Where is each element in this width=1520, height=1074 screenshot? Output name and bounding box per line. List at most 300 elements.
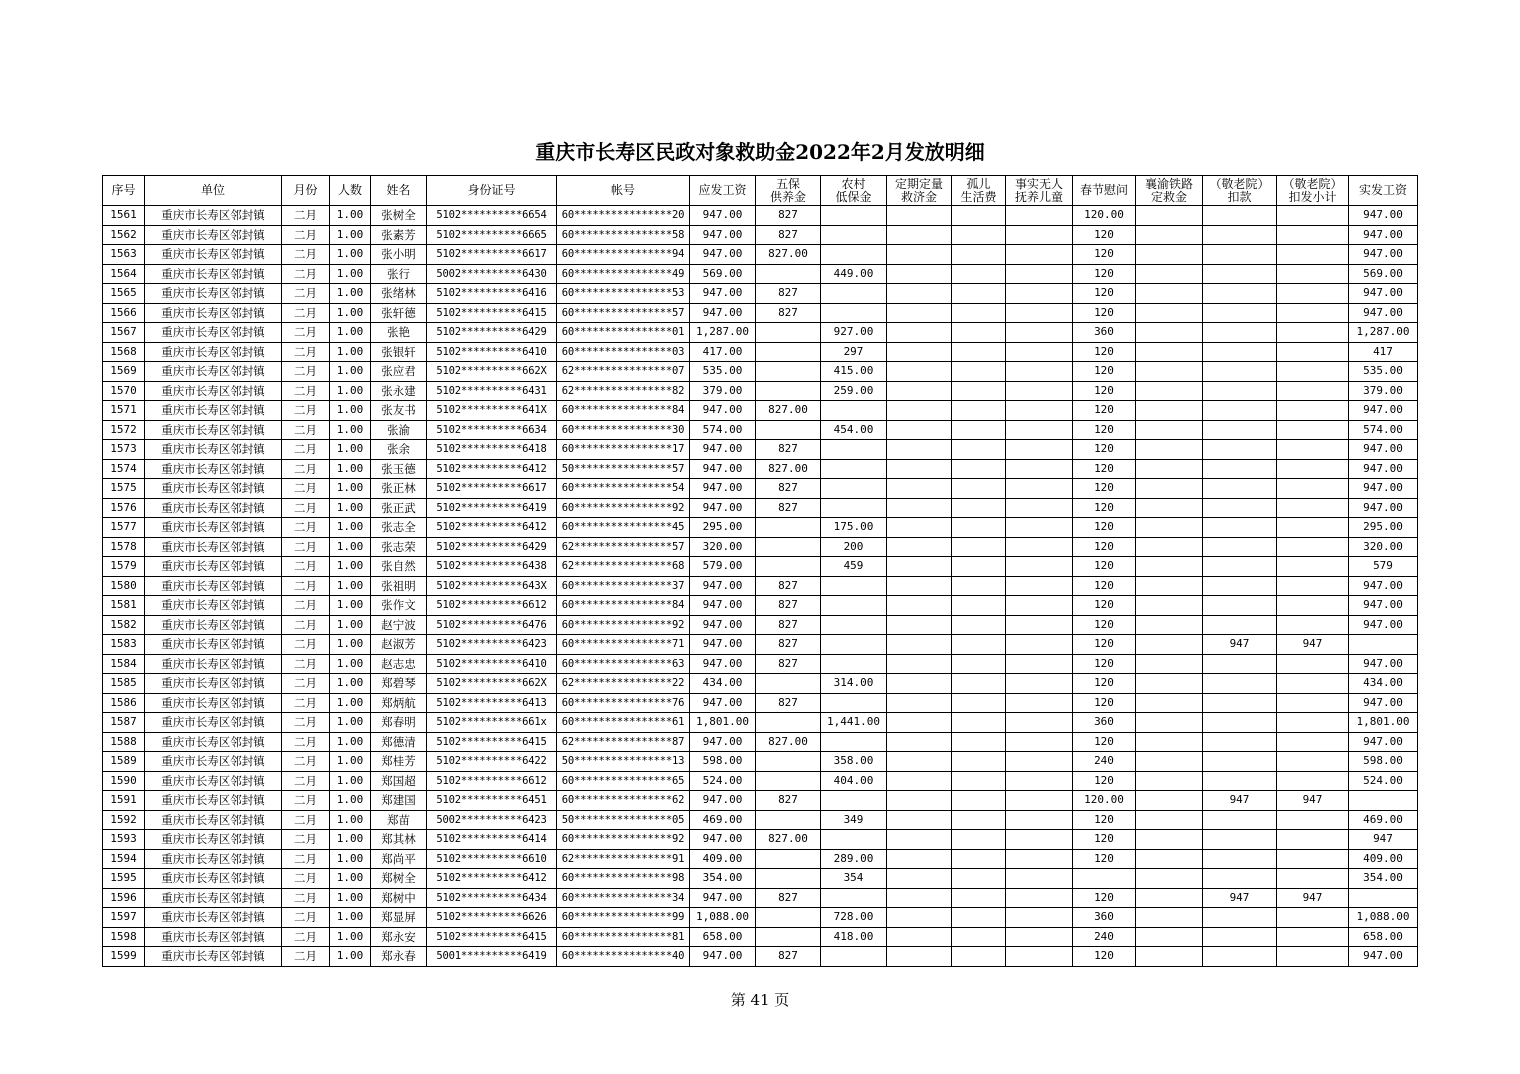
cell-month: 二月: [282, 479, 330, 499]
cell-account: 62****************68: [557, 557, 690, 577]
cell-count: 1.00: [330, 303, 371, 323]
cell-net-pay: 947.00: [1349, 206, 1418, 226]
cell-net-pay: 947.00: [1349, 303, 1418, 323]
cell-account: 60****************76: [557, 693, 690, 713]
cell-xiangyu-railway: [1136, 537, 1203, 557]
cell-spring-festival: 120: [1073, 303, 1136, 323]
cell-month: 二月: [282, 362, 330, 382]
cell-rural-subsistence: 314.00: [821, 674, 887, 694]
cell-net-pay: 469.00: [1349, 810, 1418, 830]
cell-name: 张永建: [371, 381, 427, 401]
cell-orphan-allowance: [952, 518, 1006, 538]
cell-name: 张志全: [371, 518, 427, 538]
cell-account: 60****************65: [557, 771, 690, 791]
cell-seq: 1592: [103, 810, 145, 830]
cell-id-number: 5102**********6414: [427, 830, 557, 850]
cell-nursing-home-deduction: [1203, 732, 1277, 752]
cell-count: 1.00: [330, 557, 371, 577]
cell-count: 1.00: [330, 479, 371, 499]
cell-seq: 1573: [103, 440, 145, 460]
cell-name: 郑国超: [371, 771, 427, 791]
cell-count: 1.00: [330, 771, 371, 791]
cell-five-guarantee: 827.00: [756, 245, 821, 265]
cell-seq: 1594: [103, 849, 145, 869]
cell-gross-pay: 947.00: [690, 732, 756, 752]
cell-orphan-allowance: [952, 537, 1006, 557]
cell-spring-festival: 120: [1073, 284, 1136, 304]
cell-name: 张应君: [371, 362, 427, 382]
cell-rural-subsistence: 415.00: [821, 362, 887, 382]
cell-nursing-home-subtotal: [1277, 342, 1349, 362]
cell-nursing-home-subtotal: [1277, 420, 1349, 440]
cell-xiangyu-railway: [1136, 323, 1203, 343]
cell-orphan-allowance: [952, 459, 1006, 479]
cell-month: 二月: [282, 693, 330, 713]
table-row: [103, 771, 1418, 791]
cell-five-guarantee: 827: [756, 947, 821, 967]
table-row: [103, 947, 1418, 967]
cell-fixed-relief: [887, 557, 952, 577]
cell-nursing-home-subtotal: [1277, 693, 1349, 713]
cell-id-number: 5102**********6413: [427, 693, 557, 713]
cell-five-guarantee: [756, 342, 821, 362]
cell-name: 郑尚平: [371, 849, 427, 869]
cell-de-facto-orphan: [1006, 674, 1073, 694]
cell-xiangyu-railway: [1136, 245, 1203, 265]
cell-net-pay: 658.00: [1349, 927, 1418, 947]
cell-net-pay: 579: [1349, 557, 1418, 577]
cell-count: 1.00: [330, 830, 371, 850]
cell-account: 60****************92: [557, 498, 690, 518]
cell-xiangyu-railway: [1136, 849, 1203, 869]
cell-spring-festival: 120: [1073, 440, 1136, 460]
cell-xiangyu-railway: [1136, 713, 1203, 733]
cell-de-facto-orphan: [1006, 752, 1073, 772]
cell-xiangyu-railway: [1136, 908, 1203, 928]
table-row: [103, 654, 1418, 674]
cell-id-number: 5102**********662X: [427, 362, 557, 382]
cell-net-pay: 947.00: [1349, 401, 1418, 421]
cell-id-number: 5102**********6410: [427, 342, 557, 362]
cell-account: 60****************71: [557, 635, 690, 655]
table-row: [103, 752, 1418, 772]
cell-five-guarantee: [756, 264, 821, 284]
cell-de-facto-orphan: [1006, 635, 1073, 655]
cell-de-facto-orphan: [1006, 401, 1073, 421]
cell-unit: 重庆市长寿区邻封镇: [145, 869, 282, 889]
cell-net-pay: 1,287.00: [1349, 323, 1418, 343]
cell-month: 二月: [282, 225, 330, 245]
cell-nursing-home-deduction: [1203, 362, 1277, 382]
cell-count: 1.00: [330, 791, 371, 811]
cell-account: 50****************57: [557, 459, 690, 479]
relief-payment-table: [102, 175, 1418, 967]
cell-count: 1.00: [330, 635, 371, 655]
table-row: [103, 459, 1418, 479]
cell-account: 62****************07: [557, 362, 690, 382]
cell-month: 二月: [282, 927, 330, 947]
table-row: [103, 245, 1418, 265]
cell-name: 张余: [371, 440, 427, 460]
cell-nursing-home-deduction: [1203, 498, 1277, 518]
cell-gross-pay: 947.00: [690, 693, 756, 713]
cell-count: 1.00: [330, 927, 371, 947]
cell-xiangyu-railway: [1136, 791, 1203, 811]
cell-id-number: 5102**********6418: [427, 440, 557, 460]
cell-gross-pay: 379.00: [690, 381, 756, 401]
cell-de-facto-orphan: [1006, 732, 1073, 752]
cell-xiangyu-railway: [1136, 342, 1203, 362]
cell-account: 60****************63: [557, 654, 690, 674]
cell-nursing-home-subtotal: [1277, 596, 1349, 616]
cell-xiangyu-railway: [1136, 810, 1203, 830]
cell-seq: 1596: [103, 888, 145, 908]
cell-fixed-relief: [887, 498, 952, 518]
table-row: [103, 693, 1418, 713]
cell-name: 郑建国: [371, 791, 427, 811]
cell-xiangyu-railway: [1136, 674, 1203, 694]
cell-id-number: 5102**********6422: [427, 752, 557, 772]
cell-nursing-home-subtotal: [1277, 908, 1349, 928]
cell-name: 张素芳: [371, 225, 427, 245]
cell-fixed-relief: [887, 518, 952, 538]
cell-xiangyu-railway: [1136, 576, 1203, 596]
cell-xiangyu-railway: [1136, 752, 1203, 772]
cell-nursing-home-subtotal: 947: [1277, 635, 1349, 655]
cell-nursing-home-subtotal: [1277, 674, 1349, 694]
cell-orphan-allowance: [952, 498, 1006, 518]
cell-month: 二月: [282, 674, 330, 694]
cell-spring-festival: 360: [1073, 323, 1136, 343]
cell-rural-subsistence: 404.00: [821, 771, 887, 791]
header-five-guarantee: 五保 供养金: [756, 176, 821, 206]
cell-gross-pay: 947.00: [690, 225, 756, 245]
cell-net-pay: 434.00: [1349, 674, 1418, 694]
cell-nursing-home-deduction: [1203, 245, 1277, 265]
cell-name: 赵宁波: [371, 615, 427, 635]
table-row: [103, 713, 1418, 733]
cell-unit: 重庆市长寿区邻封镇: [145, 518, 282, 538]
document-title: 重庆市长寿区民政对象救助金2022年2月发放明细: [535, 140, 985, 164]
cell-net-pay: 379.00: [1349, 381, 1418, 401]
cell-id-number: 5102**********6610: [427, 849, 557, 869]
cell-month: 二月: [282, 830, 330, 850]
cell-xiangyu-railway: [1136, 225, 1203, 245]
cell-net-pay: 947.00: [1349, 732, 1418, 752]
cell-account: 60****************49: [557, 264, 690, 284]
cell-xiangyu-railway: [1136, 303, 1203, 323]
cell-spring-festival: 120: [1073, 557, 1136, 577]
cell-nursing-home-subtotal: [1277, 362, 1349, 382]
cell-account: 60****************61: [557, 713, 690, 733]
cell-month: 二月: [282, 752, 330, 772]
cell-account: 60****************45: [557, 518, 690, 538]
cell-nursing-home-deduction: [1203, 849, 1277, 869]
cell-gross-pay: 947.00: [690, 635, 756, 655]
cell-id-number: 5102**********6476: [427, 615, 557, 635]
cell-name: 郑苗: [371, 810, 427, 830]
cell-count: 1.00: [330, 420, 371, 440]
table-row: [103, 479, 1418, 499]
cell-five-guarantee: [756, 752, 821, 772]
cell-gross-pay: 295.00: [690, 518, 756, 538]
cell-count: 1.00: [330, 596, 371, 616]
cell-orphan-allowance: [952, 908, 1006, 928]
cell-month: 二月: [282, 401, 330, 421]
cell-name: 郑春明: [371, 713, 427, 733]
cell-count: 1.00: [330, 713, 371, 733]
cell-id-number: 5102**********6415: [427, 303, 557, 323]
cell-unit: 重庆市长寿区邻封镇: [145, 849, 282, 869]
cell-five-guarantee: [756, 362, 821, 382]
cell-name: 张正林: [371, 479, 427, 499]
cell-count: 1.00: [330, 518, 371, 538]
table-row: [103, 342, 1418, 362]
cell-nursing-home-deduction: [1203, 264, 1277, 284]
cell-fixed-relief: [887, 713, 952, 733]
cell-month: 二月: [282, 537, 330, 557]
cell-xiangyu-railway: [1136, 927, 1203, 947]
cell-account: 62****************82: [557, 381, 690, 401]
cell-id-number: 5002**********6430: [427, 264, 557, 284]
cell-fixed-relief: [887, 752, 952, 772]
cell-gross-pay: 574.00: [690, 420, 756, 440]
cell-spring-festival: 120: [1073, 264, 1136, 284]
cell-five-guarantee: 827: [756, 206, 821, 226]
cell-month: 二月: [282, 869, 330, 889]
cell-month: 二月: [282, 576, 330, 596]
cell-nursing-home-subtotal: [1277, 537, 1349, 557]
cell-xiangyu-railway: [1136, 206, 1203, 226]
cell-orphan-allowance: [952, 693, 1006, 713]
cell-orphan-allowance: [952, 752, 1006, 772]
cell-seq: 1565: [103, 284, 145, 304]
table-row: [103, 557, 1418, 577]
cell-unit: 重庆市长寿区邻封镇: [145, 284, 282, 304]
cell-unit: 重庆市长寿区邻封镇: [145, 752, 282, 772]
cell-orphan-allowance: [952, 635, 1006, 655]
cell-count: 1.00: [330, 245, 371, 265]
cell-seq: 1575: [103, 479, 145, 499]
header-id-number: 身份证号: [427, 176, 557, 206]
cell-unit: 重庆市长寿区邻封镇: [145, 810, 282, 830]
cell-unit: 重庆市长寿区邻封镇: [145, 615, 282, 635]
cell-fixed-relief: [887, 693, 952, 713]
cell-seq: 1581: [103, 596, 145, 616]
cell-nursing-home-deduction: [1203, 420, 1277, 440]
cell-xiangyu-railway: [1136, 596, 1203, 616]
cell-nursing-home-subtotal: [1277, 849, 1349, 869]
cell-five-guarantee: [756, 849, 821, 869]
cell-unit: 重庆市长寿区邻封镇: [145, 420, 282, 440]
cell-orphan-allowance: [952, 264, 1006, 284]
header-month: 月份: [282, 176, 330, 206]
header-xiangyu-railway: 襄渝铁路 定救金: [1136, 176, 1203, 206]
cell-month: 二月: [282, 440, 330, 460]
cell-seq: 1563: [103, 245, 145, 265]
header-de-facto-orphan: 事实无人 抚养儿童: [1006, 176, 1073, 206]
cell-fixed-relief: [887, 810, 952, 830]
cell-spring-festival: 120: [1073, 576, 1136, 596]
cell-rural-subsistence: 927.00: [821, 323, 887, 343]
cell-unit: 重庆市长寿区邻封镇: [145, 908, 282, 928]
cell-xiangyu-railway: [1136, 947, 1203, 967]
cell-id-number: 5102**********662X: [427, 674, 557, 694]
table-row: [103, 791, 1418, 811]
cell-month: 二月: [282, 459, 330, 479]
header-name: 姓名: [371, 176, 427, 206]
cell-account: 60****************81: [557, 927, 690, 947]
cell-nursing-home-deduction: 947: [1203, 791, 1277, 811]
table-row: [103, 927, 1418, 947]
cell-five-guarantee: [756, 869, 821, 889]
cell-fixed-relief: [887, 791, 952, 811]
cell-five-guarantee: 827: [756, 888, 821, 908]
cell-nursing-home-subtotal: [1277, 284, 1349, 304]
cell-five-guarantee: [756, 323, 821, 343]
cell-rural-subsistence: [821, 284, 887, 304]
cell-seq: 1568: [103, 342, 145, 362]
cell-orphan-allowance: [952, 596, 1006, 616]
cell-nursing-home-subtotal: [1277, 498, 1349, 518]
cell-gross-pay: 947.00: [690, 615, 756, 635]
cell-rural-subsistence: 1,441.00: [821, 713, 887, 733]
cell-month: 二月: [282, 303, 330, 323]
cell-five-guarantee: [756, 810, 821, 830]
cell-count: 1.00: [330, 908, 371, 928]
table-row: [103, 537, 1418, 557]
cell-nursing-home-subtotal: [1277, 947, 1349, 967]
cell-rural-subsistence: [821, 732, 887, 752]
cell-seq: 1569: [103, 362, 145, 382]
header-rural-subsistence: 农村 低保金: [821, 176, 887, 206]
cell-unit: 重庆市长寿区邻封镇: [145, 459, 282, 479]
cell-net-pay: 354.00: [1349, 869, 1418, 889]
cell-seq: 1562: [103, 225, 145, 245]
cell-five-guarantee: [756, 381, 821, 401]
cell-name: 郑碧琴: [371, 674, 427, 694]
cell-orphan-allowance: [952, 810, 1006, 830]
cell-account: 60****************92: [557, 830, 690, 850]
cell-five-guarantee: [756, 908, 821, 928]
cell-seq: 1567: [103, 323, 145, 343]
cell-rural-subsistence: [821, 693, 887, 713]
cell-fixed-relief: [887, 303, 952, 323]
cell-five-guarantee: 827: [756, 693, 821, 713]
cell-orphan-allowance: [952, 849, 1006, 869]
cell-five-guarantee: [756, 537, 821, 557]
header-nursing-home-deduction: （敬老院） 扣款: [1203, 176, 1277, 206]
header-fixed-relief: 定期定量 救济金: [887, 176, 952, 206]
cell-id-number: 5102**********6415: [427, 927, 557, 947]
cell-account: 60****************40: [557, 947, 690, 967]
cell-nursing-home-deduction: [1203, 303, 1277, 323]
cell-seq: 1580: [103, 576, 145, 596]
cell-gross-pay: 947.00: [690, 479, 756, 499]
cell-de-facto-orphan: [1006, 537, 1073, 557]
table-row: [103, 888, 1418, 908]
header-seq: 序号: [103, 176, 145, 206]
cell-de-facto-orphan: [1006, 869, 1073, 889]
cell-net-pay: 947.00: [1349, 596, 1418, 616]
cell-five-guarantee: 827: [756, 654, 821, 674]
cell-orphan-allowance: [952, 713, 1006, 733]
cell-account: 60****************92: [557, 615, 690, 635]
cell-de-facto-orphan: [1006, 206, 1073, 226]
cell-fixed-relief: [887, 674, 952, 694]
cell-account: 60****************03: [557, 342, 690, 362]
cell-five-guarantee: 827: [756, 225, 821, 245]
cell-nursing-home-deduction: [1203, 927, 1277, 947]
cell-orphan-allowance: [952, 732, 1006, 752]
cell-xiangyu-railway: [1136, 869, 1203, 889]
cell-five-guarantee: 827.00: [756, 401, 821, 421]
cell-de-facto-orphan: [1006, 225, 1073, 245]
cell-xiangyu-railway: [1136, 635, 1203, 655]
cell-rural-subsistence: 200: [821, 537, 887, 557]
cell-de-facto-orphan: [1006, 849, 1073, 869]
cell-orphan-allowance: [952, 771, 1006, 791]
cell-id-number: 5102**********6431: [427, 381, 557, 401]
cell-five-guarantee: 827: [756, 576, 821, 596]
header-count: 人数: [330, 176, 371, 206]
cell-unit: 重庆市长寿区邻封镇: [145, 323, 282, 343]
cell-month: 二月: [282, 596, 330, 616]
cell-id-number: 5102**********6617: [427, 245, 557, 265]
cell-count: 1.00: [330, 206, 371, 226]
cell-nursing-home-subtotal: 947: [1277, 791, 1349, 811]
cell-nursing-home-deduction: [1203, 908, 1277, 928]
cell-five-guarantee: [756, 771, 821, 791]
cell-spring-festival: 120: [1073, 518, 1136, 538]
cell-account: 60****************94: [557, 245, 690, 265]
cell-gross-pay: 947.00: [690, 459, 756, 479]
cell-nursing-home-subtotal: [1277, 752, 1349, 772]
cell-rural-subsistence: 259.00: [821, 381, 887, 401]
cell-fixed-relief: [887, 615, 952, 635]
cell-month: 二月: [282, 908, 330, 928]
cell-spring-festival: 120: [1073, 693, 1136, 713]
cell-orphan-allowance: [952, 576, 1006, 596]
cell-spring-festival: 240: [1073, 752, 1136, 772]
cell-account: 60****************34: [557, 888, 690, 908]
cell-nursing-home-deduction: [1203, 693, 1277, 713]
cell-nursing-home-deduction: [1203, 479, 1277, 499]
cell-seq: 1578: [103, 537, 145, 557]
table-row: [103, 674, 1418, 694]
cell-spring-festival: 120: [1073, 537, 1136, 557]
cell-account: 60****************99: [557, 908, 690, 928]
cell-gross-pay: 947.00: [690, 947, 756, 967]
cell-seq: 1589: [103, 752, 145, 772]
cell-count: 1.00: [330, 576, 371, 596]
cell-unit: 重庆市长寿区邻封镇: [145, 342, 282, 362]
cell-account: 60****************54: [557, 479, 690, 499]
cell-gross-pay: 569.00: [690, 264, 756, 284]
cell-gross-pay: 947.00: [690, 206, 756, 226]
cell-nursing-home-subtotal: [1277, 810, 1349, 830]
cell-unit: 重庆市长寿区邻封镇: [145, 264, 282, 284]
cell-nursing-home-subtotal: [1277, 206, 1349, 226]
cell-spring-festival: 120: [1073, 947, 1136, 967]
cell-month: 二月: [282, 615, 330, 635]
table-row: [103, 908, 1418, 928]
cell-seq: 1579: [103, 557, 145, 577]
cell-account: 60****************37: [557, 576, 690, 596]
cell-count: 1.00: [330, 498, 371, 518]
cell-nursing-home-deduction: [1203, 518, 1277, 538]
cell-gross-pay: 1,801.00: [690, 713, 756, 733]
